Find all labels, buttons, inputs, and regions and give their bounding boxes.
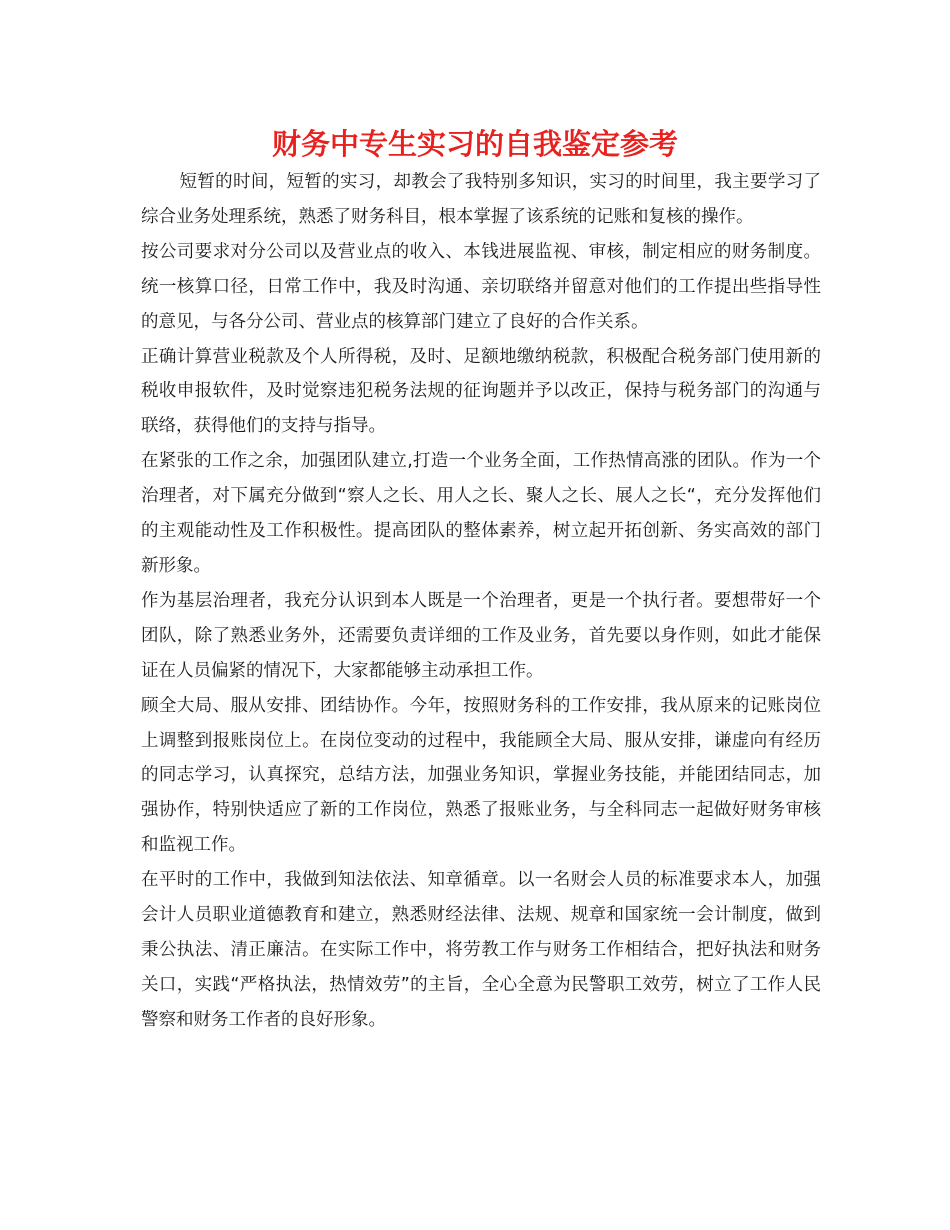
document-title: 财务中专生实习的自我鉴定参考: [271, 127, 678, 161]
paragraph-supervision: 按公司要求对分公司以及营业点的收入、本钱进展监视、审核，制定相应的财务制度。统一核算口径，日常工作中，我及时沟通、亲切联络并留意对他们的工作提出些指导性的意见，与各分公司、营业点的核算部门建立了良好的合作关系。: [141, 241, 821, 332]
paragraph-team: 在紧张的工作之余，加强团队建立,打造一个业务全面，工作热情高涨的团队。作为一个治理者，对下属充分做到“察人之长、用人之长、聚人之长、展人之长“，充分发挥他们的主观能动性及工作积极性。提高团队的整体素养，树立起开拓创新、务实高效的部门新形象。: [141, 451, 821, 576]
paragraph-tax: 正确计算营业税款及个人所得税，及时、足额地缴纳税款，积极配合税务部门使用新的税收申报软件，及时觉察违犯税务法规的征询题并予以改正，保持与税务部门的沟通与联络，获得他们的支持与指导。: [141, 346, 821, 437]
paragraph-cooperation: 顾全大局、服从安排、团结协作。今年，按照财务科的工作安排，我从原来的记账岗位上调整到报账岗位上。在岗位变动的过程中，我能顾全大局、服从安排，谦虚向有经历的同志学习，认真探究，总结方法，加强业务知识，掌握业务技能，并能团结同志，加强协作，特别快适应了新的工作岗位，熟悉了报账业务，与全科同志一起做好财务审核和监视工作。: [141, 695, 821, 856]
paragraph-intro: 短暂的时间，短暂的实习，却教会了我特别多知识，实习的时间里，我主要学习了综合业务处理系统，熟悉了财务科目，根本掌握了该系统的记账和复核的操作。: [141, 172, 821, 227]
paragraph-law: 在平时的工作中，我做到知法依法、知章循章。以一名财会人员的标准要求本人，加强会计人员职业道德教育和建立，熟悉财经法律、法规、规章和国家统一会计制度，做到秉公执法、清正廉洁。在实际工作中，将劳教工作与财务工作相结合，把好执法和财务关口，实践“严格执法，热情效劳”的主旨，全心全意为民警职工效劳，树立了工作人民警察和财务工作者的良好形象。: [141, 870, 821, 1030]
paragraph-management: 作为基层治理者，我充分认识到本人既是一个治理者，更是一个执行者。要想带好一个团队，除了熟悉业务外，还需要负责详细的工作及业务，首先要以身作则，如此才能保证在人员偏紧的情况下，大家都能够主动承担工作。: [141, 590, 821, 681]
document-body: [141, 165, 821, 1038]
